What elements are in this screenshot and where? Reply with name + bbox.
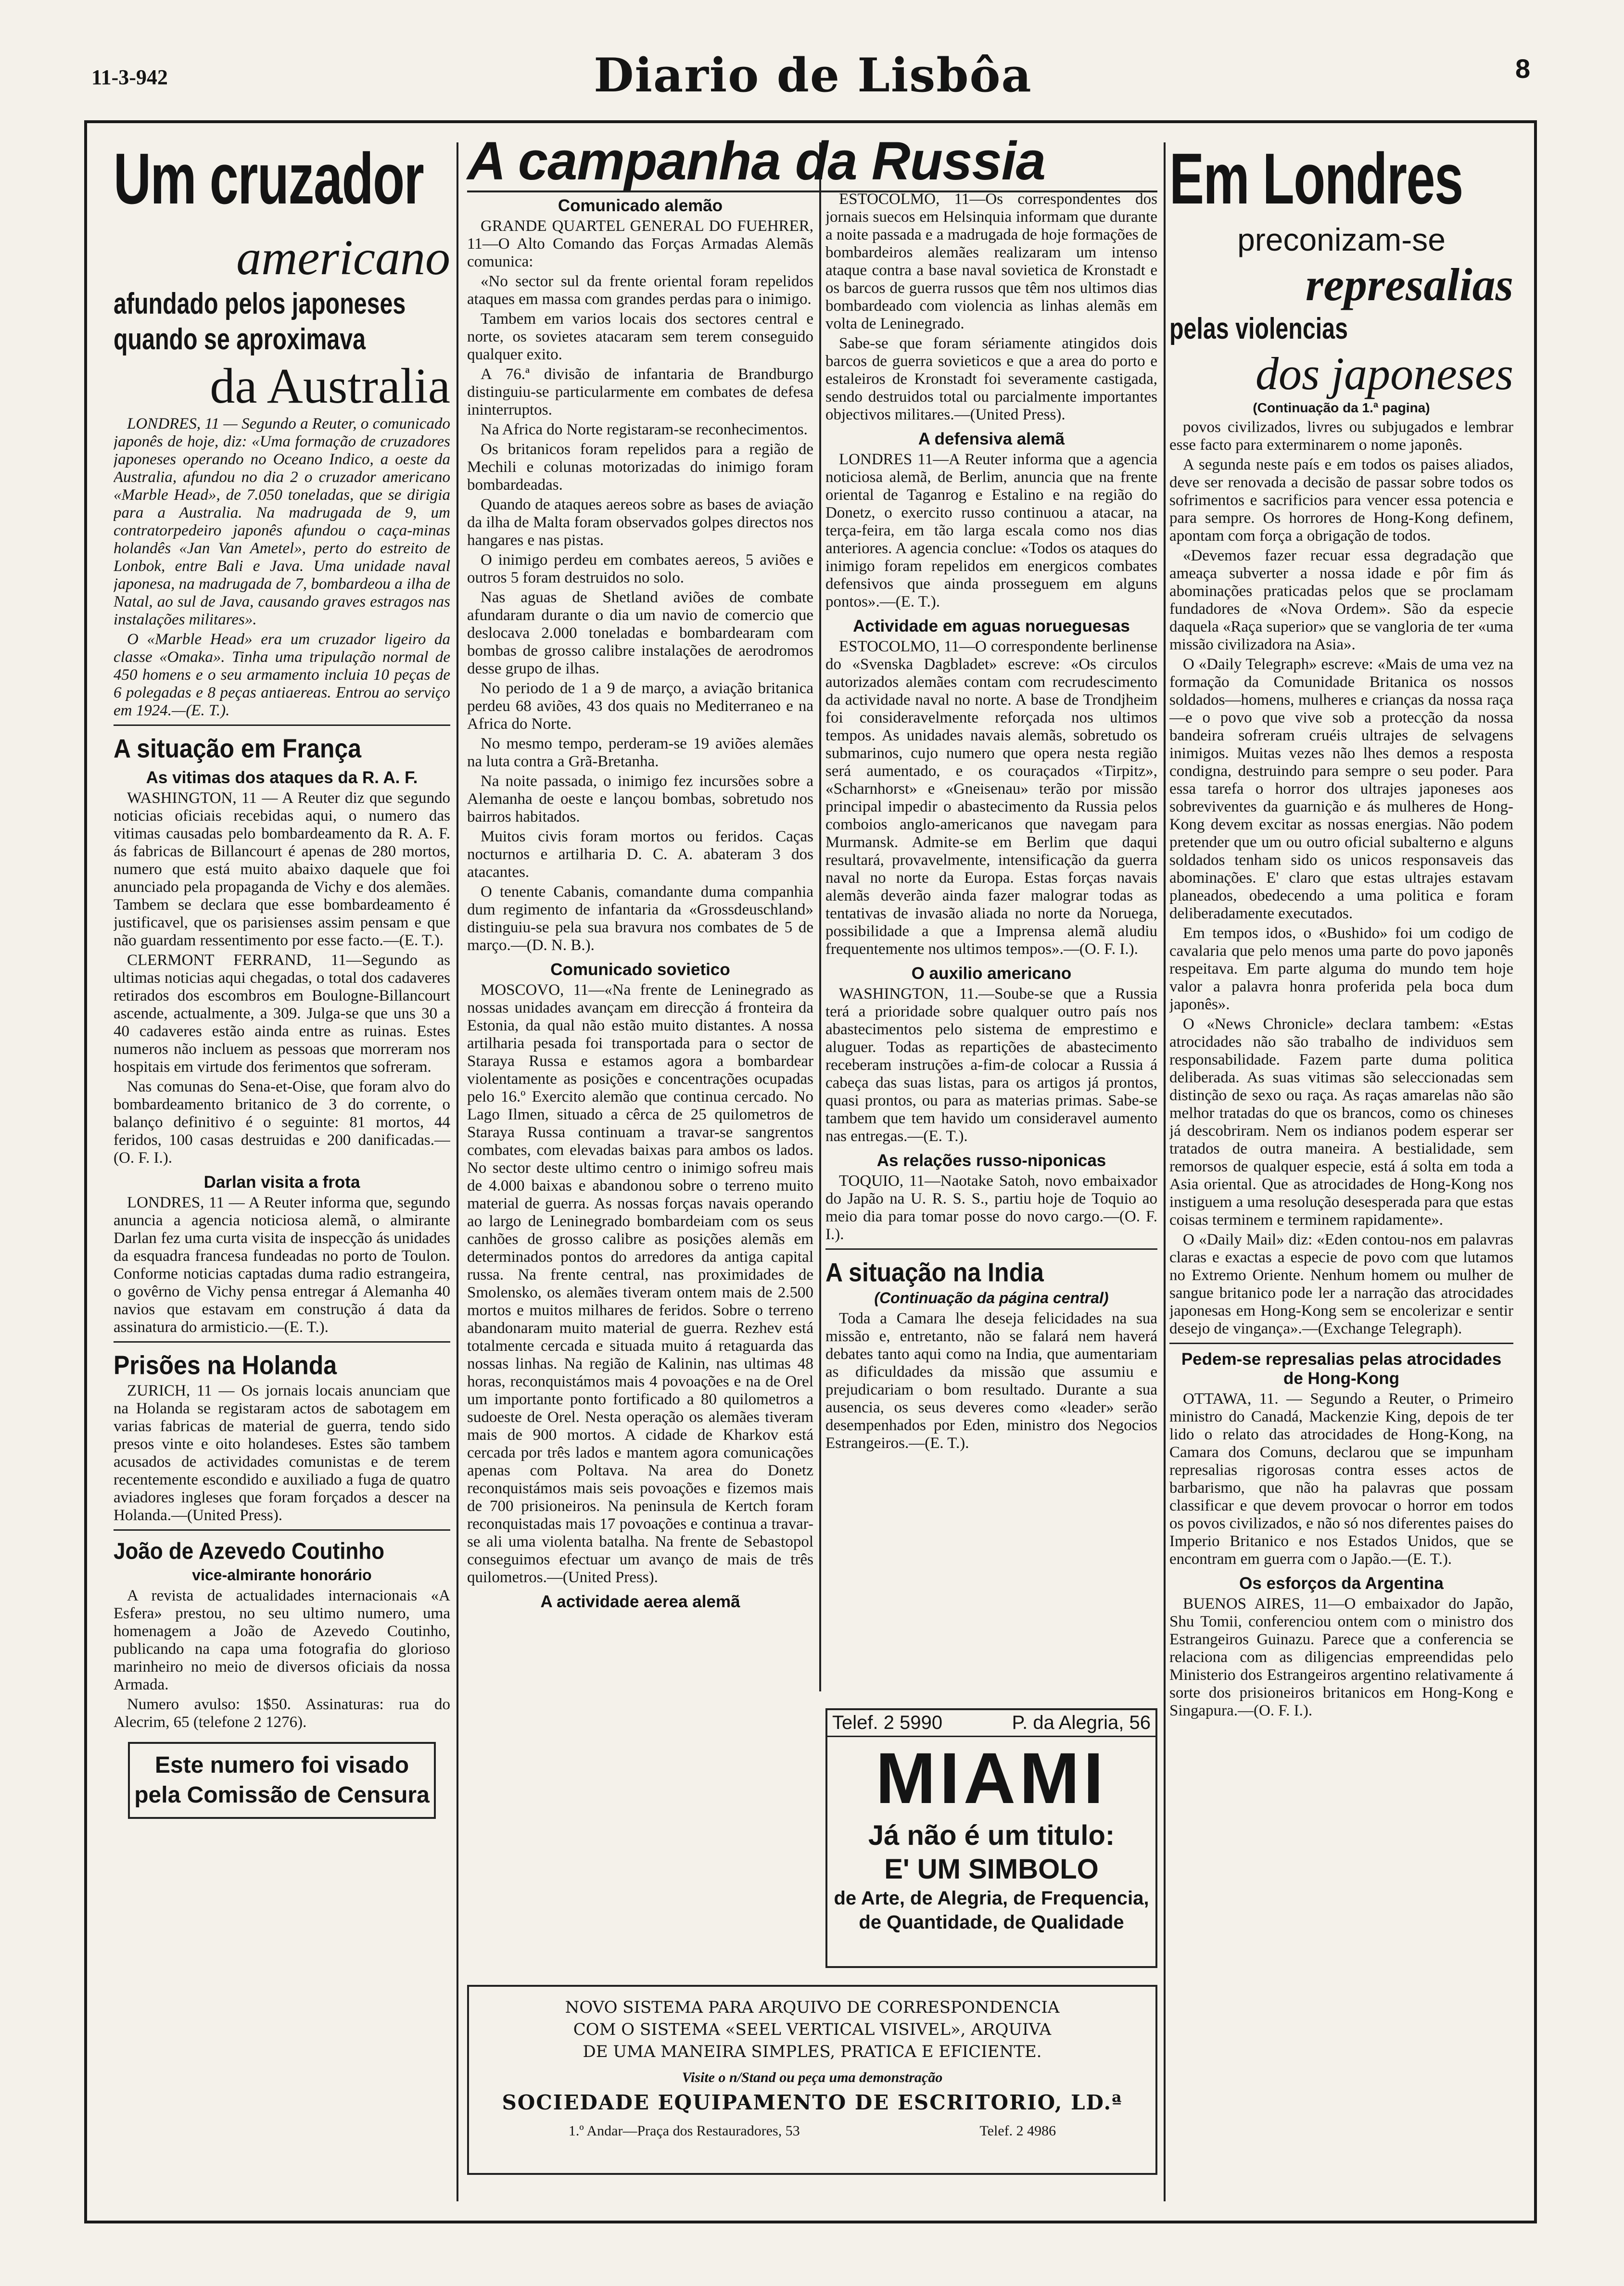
russia-headline: A campanha da Russia <box>467 131 1046 191</box>
continuation-note: (Continuação da 1.ª pagina) <box>1253 400 1430 415</box>
censorship-box: Este numero foi visado pela Comissão de Censura <box>128 1742 436 1819</box>
divider <box>114 1341 450 1343</box>
archive-ad <box>467 1985 1157 2175</box>
column-rule <box>457 142 458 2201</box>
ad-line: COM O SISTEMA «SEEL VERTICAL VISIVEL», ARQUIVA <box>573 2020 1052 2039</box>
article-paragraph: O tenente Cabanis, comandante duma companhia dum regimento de infantaria da «Grossdeuschland» distinguiu-se pela sua bravura nos combates de 5 de março.—(D. N. B.). <box>467 883 813 954</box>
coutinho-subhead: vice-almirante honorário <box>192 1566 372 1584</box>
subhead: A actividade aerea alemã <box>540 1592 740 1611</box>
coutinho-headline: João de Azevedo Coutinho <box>114 1538 385 1564</box>
article-paragraph: Toda a Camara lhe deseja felicidades na sua missão e, entretanto, não se falará nem haverá debates tanto aqui como na India, que aumentariam as dificuldades da missão que assumiu e prejudicariam o bom resultado. Durante a sua ausencia, os seus deveres como «leader» serão desempenhados por Eden, ministro dos Negocios Estrangeiros.—(E. T.). <box>825 1310 1157 1452</box>
article-paragraph: ESTOCOLMO, 11—O correspondente berlinense do «Svenska Dagbladet» escreve: «Os circulos autorizados alemães contam com recrudescimento da actividade naval no norte. A base de Trondjheim foi consideravelmente reforçada nos ultimos tempos. As unidades navais alemãs, sobretudo os submarinos, cujo numero que opera nesta região será aumentado, e os couraçados «Tirpitz», «Scharnhorst» e «Gneisenau» terão por missão principal impedir o abastecimento da Russia pelos comboios anglo-americanos que navegam para Murmansk. Admite-se em Berlim que daqui resultará, provavelmente, intensificação da guerra naval no norte da Europa. Estas forças navais alemãs deverão ainda fazer malograr todas as tentativas de invasão aliada no norte da Noruega, possibilidade a que a Imprensa alemã aludiu frequentemente nos ultimos tempos».—(O. F. I.). <box>825 638 1157 958</box>
article-paragraph: Na Africa do Norte registaram-se reconhecimentos. <box>481 421 808 438</box>
subhead: O auxilio americano <box>911 964 1072 983</box>
miami-line: Já não é um titulo: <box>868 1820 1115 1851</box>
ad-line: DE UMA MANEIRA SIMPLES, PRATICA E EFICIENTE. <box>583 2042 1042 2061</box>
londres-deck-2: represalias <box>1306 259 1513 310</box>
page-number: 8 <box>1515 53 1531 84</box>
miami-logo: MIAMI <box>875 1738 1107 1818</box>
article-paragraph: O «Marble Head» era um cruzador ligeiro da classe «Omaka». Tinha uma tripulação normal de 450 homens e o seu armamento incluia 10 peças de 6 polegadas e 8 peças antiaereas. Entrou ao serviço em 1924.—(E. T.). <box>114 631 450 719</box>
article-paragraph: OTTAWA, 11. — Segundo a Reuter, o Primeiro ministro do Canadá, Mackenzie King, depois de ter lido o relato das atrocidades de Hong-Kong, na Camara dos Comuns, declarou que se impunham represalias rigorosas contra esses actos de barbarismo, que não ha palavras que possam classificar e que devem provocar o horror em todos os povos civilizados, e não só nos diferentes paises do Imperio Britanico e nos Estados Unidos, que se encontram em guerra com o Japão.—(E. T.). <box>1169 1390 1513 1568</box>
miami-phone: Telef. 2 5990 <box>832 1712 943 1733</box>
page-frame <box>84 120 1537 2223</box>
subhead: A defensiva alemã <box>918 430 1065 448</box>
india-subhead: (Continuação da página central) <box>874 1289 1109 1307</box>
miami-contact <box>827 1710 1155 1737</box>
masthead <box>0 0 1624 120</box>
article-paragraph: O «Daily Telegraph» escreve: «Mais de uma vez na formação da Comunidade Britanica os nossos soldados—homens, mulheres e crianças da nossa raça—e o povo que vive sob a protecção da nossa bandeira sofreram cruéis ultrajes de selvagens inimigos. Muitas vezes não lhes demos a resposta condigna, destruindo para sempre o seu poder. Para essa tarefa o horror dos ultrajes japoneses aos sobreviventes da guarnição e ás mulheres de Hong-Kong devem excitar as nossas energias. Não podem pretender que um ou outro oficial subalterno e alguns soldados tenham sido os unicos responsaveis das abominações. E' claro que estas ultrajes estavam planeados, obedecendo a uma politica e foram deliberadamente executados. <box>1169 656 1513 922</box>
column-3 <box>825 190 1157 1672</box>
column-4 <box>1169 142 1513 2201</box>
article-paragraph: LONDRES 11—A Reuter informa que a agencia noticiosa alemã, de Berlim, anuncia que na frente oriental de Taganrog e Estalino e na região do Donetz, o exercito russo continuou a atacar, na terça-feira, em tão larga escala como nos dias anteriores. A agencia conclue: «Todos os ataques do inimigo foram repelidos em energicos combates defensivos que ainda prosseguem em alguns pontos».—(E. T.). <box>825 451 1157 610</box>
article-paragraph: WASHINGTON, 11.—Soube-se que a Russia terá a prioridade sobre qualquer outro país nos abastecimentos pelo sistema de emprestimo e aluguer. Todas as repartições de abastecimento receberam instruções a-fim-de colocar a Russia á cabeça das suas listas, para os artigos já prontos, quasi prontos, ou para as materias primas. Sabe-se tambem que tem havido um consideravel aumento nas entregas.—(E. T.). <box>825 985 1157 1145</box>
article-paragraph: No mesmo tempo, perderam-se 19 aviões alemães na luta contra a Grã-Bretanha. <box>467 735 813 770</box>
article-paragraph: ESTOCOLMO, 11—Os correspondentes dos jornais suecos em Helsinquia informam que durante a noite passada e a madrugada de hoje formações de bombardeiros alemães realizaram um intenso ataque contra a base naval sovietica de Kronstadt e os barcos de guerra russos que têm nos ultimos dias bombardeado com violencia as linhas alemãs em volta de Leninegrado. <box>825 190 1157 332</box>
column-1 <box>114 142 450 2201</box>
article-paragraph: A segunda neste país e em todos os paises aliados, deve ser renovada a decisão de passar sobre todos os sofrimentos e sacrificios para vencer essa potencia e para sempre. Os horrores de Hong-Kong definem, apontam com força a obrigação de todos. <box>1169 456 1513 545</box>
subhead: Pedem-se represalias pelas atrocidades de Hong-Kong <box>1181 1350 1502 1388</box>
londres-deck-3: pelas violencias <box>1169 312 1348 345</box>
article-paragraph: CLERMONT FERRAND, 11—Segundo as ultimas noticias aqui chegadas, o total dos cadaveres retirados dos escombros em Boulogne-Billancourt ascende, actualmente, a 309. Julga-se que uns 30 a 40 cadaveres estão ainda entre as ruinas. Estes numeros não incluem as pessoas que morreram nos hospitais em virtude dos ferimentos que sofreram. <box>114 952 450 1076</box>
ad-company: SOCIEDADE EQUIPAMENTO DE ESCRITORIO, LD.ª <box>502 2091 1123 2114</box>
advertisements <box>467 1708 1157 2189</box>
column-2 <box>467 190 813 1672</box>
article-paragraph: No periodo de 1 a 9 de março, a aviação britanica perdeu 68 aviões, 43 dos quais no Mediterraneo e na Africa do Norte. <box>467 680 813 733</box>
article-paragraph: Numero avulso: 1$50. Assinaturas: rua do Alecrim, 65 (telefone 2 1276). <box>114 1696 450 1731</box>
subhead: Actividade em aguas norueguesas <box>853 617 1130 635</box>
column-rule <box>819 142 821 1691</box>
subhead: Comunicado alemão <box>558 196 723 215</box>
cruzador-headline: Um cruzador <box>114 142 424 219</box>
article-paragraph: Na noite passada, o inimigo fez incursões sobre a Alemanha de oeste e lançou bombas, sobretudo nos bairros habitados. <box>467 773 813 826</box>
newspaper-title: Diario de Lisbôa <box>594 48 1032 102</box>
londres-deck-4: dos japoneses <box>1256 348 1513 399</box>
ad-footer <box>479 2123 1146 2139</box>
article-paragraph: LONDRES, 11 — A Reuter informa que, segundo anuncia a agencia noticiosa alemã, o almirante Darlan fez uma curta visita de inspecção ás unidades da esquadra francesa fundeadas no porto de Toulon. Conforme noticias captadas duma radio estrangeira, o govêrno de Vichy pensa entregar á Alemanha 40 navios que estavam em construção á data da assinatura do armisticio.—(E. T.). <box>114 1194 450 1336</box>
londres-deck-1: preconizam-se <box>1237 222 1446 257</box>
column-rule <box>1164 142 1166 2201</box>
article-paragraph: WASHINGTON, 11 — A Reuter diz que segundo noticias oficiais recebidas aqui, o numero das vitimas causadas pelo bombardeamento da R. A. F. ás fabricas de Billancourt é apenas de 280 mortos, numero que está muito abaixo daquele que foi anunciado pela propaganda de Vichy e dos alemães. Tambem se declara que esse bombardeamento é justificavel, que os parisienses assim pensam e que não guardam ressentimento por esse facto.—(E. T.). <box>114 789 450 949</box>
divider <box>1169 1343 1513 1344</box>
issue-date: 11-3-942 <box>91 65 168 89</box>
article-paragraph: Nas aguas de Shetland aviões de combate afundaram durante o dia um navio de comercio que deslocava 2.000 toneladas e bombardearam com bombas de grosso calibre instalações de aerodromos desse grupo de ilhas. <box>467 589 813 677</box>
article-paragraph: «Devemos fazer recuar essa degradação que ameaça subverter a nossa idade e pôr fim ás abominações praticadas pelos que se proclamam fundadores de «Nova Ordem». São da especie daquela «Raça superior» que se vangloria de ter «uma missão civilizadora na Asia». <box>1169 547 1513 653</box>
miami-line: de Arte, de Alegria, de Frequencia, <box>834 1888 1149 1909</box>
miami-ad <box>825 1708 1157 1968</box>
cruzador-deck-3: da Australia <box>210 358 450 414</box>
londres-headline: Em Londres <box>1169 142 1463 219</box>
divider <box>825 1248 1157 1250</box>
ad-line: NOVO SISTEMA PARA ARQUIVO DE CORRESPONDENCIA <box>565 1998 1060 2017</box>
article-paragraph: A 76.ª divisão de infantaria de Brandburgo distinguiu-se particularmente em combates de defesa ininterruptos. <box>467 366 813 419</box>
article-paragraph: GRANDE QUARTEL GENERAL DO FUEHRER, 11—O Alto Comando das Forças Armadas Alemãs comunica: <box>467 217 813 270</box>
article-paragraph: povos civilizados, livres ou subjugados e lembrar esse facto para exterminarem o nome japonês. <box>1169 419 1513 454</box>
article-paragraph: Os britanicos foram repelidos para a região de Mechili e colunas motorizadas do inimigo foram bombardeadas. <box>467 441 813 494</box>
article-paragraph: O inimigo perdeu em combates aereos, 5 aviões e outros 5 foram destruidos no solo. <box>467 551 813 586</box>
miami-line: de Quantidade, de Qualidade <box>859 1912 1124 1933</box>
cruzador-deck-1: afundado pelos japoneses <box>114 287 406 320</box>
article-paragraph: LONDRES, 11 — Segundo a Reuter, o comunicado japonês de hoje, diz: «Uma formação de cruzadores japoneses operando no Oceano Indico, a oeste da Australia, afundou no dia 2 o cruzador americano «Marble Head», de 7.050 toneladas, que se dirigia para a Australia. Na madrugada de 9, um contratorpedeiro japonês afundou o caça-minas holandês «Jan Van Ametel», perto do estreito de Lonbok, entre Bali e Java. Uma unidade naval japonesa, na madrugada de 7, bombardeou a ilha de Natal, ao sul de Java, causando graves estragos nas instalações militares». <box>114 415 450 628</box>
subhead: As relações russo-niponicas <box>876 1151 1106 1170</box>
franca-headline: A situação em França <box>114 734 362 763</box>
article-paragraph: A revista de actualidades internacionais «A Esfera» prestou, no seu ultimo numero, uma homenagem a João de Azevedo Coutinho, publicando na capa uma fotografia do glorioso marinheiro no meio de diversos oficiais da nossa Armada. <box>114 1587 450 1693</box>
article-paragraph: Muitos civis foram mortos ou feridos. Caças nocturnos e artilharia D. C. A. abateram 3 dos atacantes. <box>467 828 813 881</box>
article-paragraph: TOQUIO, 11—Naotake Satoh, novo embaixador do Japão na U. R. S. S., partiu hoje de Toquio ao meio dia para tomar posse do novo cargo.—(O. F. I.). <box>825 1172 1157 1243</box>
franca-subhead: As vitimas dos ataques da R. A. F. <box>146 768 418 787</box>
holanda-headline: Prisões na Holanda <box>114 1350 337 1380</box>
miami-address: P. da Alegria, 56 <box>1012 1712 1151 1733</box>
article-paragraph: Sabe-se que foram sériamente atingidos dois barcos de guerra sovieticos e que a area do porto e estaleiros de Kronstadt foi severamente castigada, sendo destruidos total ou parcialmente importantes objectivos militares.—(United Press). <box>825 335 1157 423</box>
india-headline: A situação na India <box>825 1257 1044 1287</box>
article-paragraph: O «Daily Mail» diz: «Eden contou-nos em palavras claras e exactas a especie de povo com que lutamos no Extremo Oriente. Nenhum homem ou mulher de sangue britanico pode ler a narração das atrocidades japonesas em Hong-Kong sem se encolerizar e sentir desejo de vingança».—(Exchange Telegraph). <box>1169 1231 1513 1337</box>
ad-address: 1.º Andar—Praça dos Restauradores, 53 <box>568 2123 800 2139</box>
cruzador-deck-2: quando se aproximava <box>114 323 366 356</box>
article-paragraph: ZURICH, 11 — Os jornais locais anunciam que na Holanda se registaram actos de sabotagem em varias fabricas de material de guerra, tendo sido presos vinte e oito holandeses. Estes são tambem acusados de actividades comunistas e de terem recentemente escondido e auxiliado a fuga de quatro aviadores ingleses que foram forçados a descer na Holanda.—(United Press). <box>114 1382 450 1524</box>
article-paragraph: Nas comunas do Sena-et-Oise, que foram alvo do bombardeamento britanico de 3 do corrente, o balanço definitivo é o seguinte: 81 mortos, 44 feridos, 100 casas destruidas e 200 danificadas.—(O. F. I.). <box>114 1078 450 1167</box>
article-paragraph: MOSCOVO, 11—«Na frente de Leninegrado as nossas unidades avançam em direcção á fronteira da Estonia, da qual não estão muito distantes. A nossa artilharia pesada foi transportada para o sector de Staraya Russa e estamos agora a bombardear violentamente as posições e concentrações ocupadas pelo 16.º Exercito alemão que continua cercado. No Lago Ilmen, situado a cêrca de 25 quilometros de Staraya Russa continuam a travar-se sangrentos combates, com elevadas baixas para ambos os lados. No sector deste ultimo centro o inimigo sofreu mais de 4.000 baixas e abandonou sobre o terreno muito material de guerra. As nossas forças navais operando ao largo de Leninegrado bombardeiam com os seus canhões de grosso calibre as posições alemãs em determinados pontos do arredores da antiga capital russa. Na frente central, nas proximidades de Smolensko, os alemães tiveram ontem mais de 2.500 mortos e muitos milhares de feridos. Sobre o terreno abandonaram muito material de guerra. Rezhev está totalmente cercada e situada muito á retaguarda das nossas linhas. Na região de Kalinin, nas ultimas 48 horas, reconquistámos mais 4 povoações e na de Orel um importante ponto fortificado a 80 quilometros a sudoeste de Orel. Nesta operação os alemães tiveram mais de 900 mortos. A cidade de Kharkov está cercada por três lados e mantem agora comunicações apenas com Poltava. Na area do Donetz reconquistámos mais seis povoações e fizemos mais de 700 prisioneiros. Na peninsula de Kertch foram reconquistadas mais 17 povoações e continua a travar-se ali uma violenta batalha. Na frente de Sebastopol conseguimos efectuar um avanço de mais de três quilometros.—(United Press). <box>467 981 813 1586</box>
ad-line: Visite o n/Stand ou peça uma demonstração <box>682 2070 943 2085</box>
divider <box>114 724 450 726</box>
cruzador-kicker: americano <box>236 230 450 285</box>
article-paragraph: Em tempos idos, o «Bushido» foi um codigo de cavalaria que pelo menos uma parte do povo japonês respeitava. Em parte alguma do mundo tem hoje valor a palavra honra proferida pela boca dum japonês». <box>1169 925 1513 1013</box>
article-paragraph: O «News Chronicle» declara tambem: «Estas atrocidades não são trabalho de individuos sem responsabilidade. Fazem parte duma politica deliberada. As suas vitimas são seleccionadas sem distinção de sexo ou raça. As raças amarelas não são melhor tratadas do que os brancos, como os chineses já descobriram. Nem os indianos podem esperar ser tratados de outra maneira. A bestialidade, sem remorsos de qualquer especie, está á solta em toda a Asia oriental. Que as atrocidades de Hong-Kong nos instiguem a uma resolução desesperada para que estas coisas terminem e terminem rapidamente». <box>1169 1016 1513 1229</box>
subhead: Os esforços da Argentina <box>1239 1574 1444 1593</box>
darlan-subhead: Darlan visita a frota <box>203 1173 360 1192</box>
ad-phone: Telef. 2 4986 <box>979 2123 1056 2139</box>
subhead: Comunicado sovietico <box>550 960 730 979</box>
article-paragraph: Quando de ataques aereos sobre as bases de aviação da ilha de Malta foram observados golpes directos nos hangares e nas pistas. <box>467 496 813 549</box>
miami-line: E' UM SIMBOLO <box>884 1854 1099 1885</box>
article-paragraph: «No sector sul da frente oriental foram repelidos ataques em massa com grandes perdas para o inimigo. <box>467 273 813 308</box>
divider <box>114 1529 450 1531</box>
article-paragraph: BUENOS AIRES, 11—O embaixador do Japão, Shu Tomii, conferenciou ontem com o ministro dos Estrangeiros Guinazu. Parece que a conferencia se relaciona com as diligencias empreendidas pelo Ministerio dos Estrangeiros argentino relativamente á sorte dos prisioneiros britanicos em Hong-Kong e Singapura.—(O. F. I.). <box>1169 1595 1513 1719</box>
article-paragraph: Tambem em varios locais dos sectores central e norte, os sovietes atacaram sem terem conseguido qualquer exito. <box>467 310 813 363</box>
